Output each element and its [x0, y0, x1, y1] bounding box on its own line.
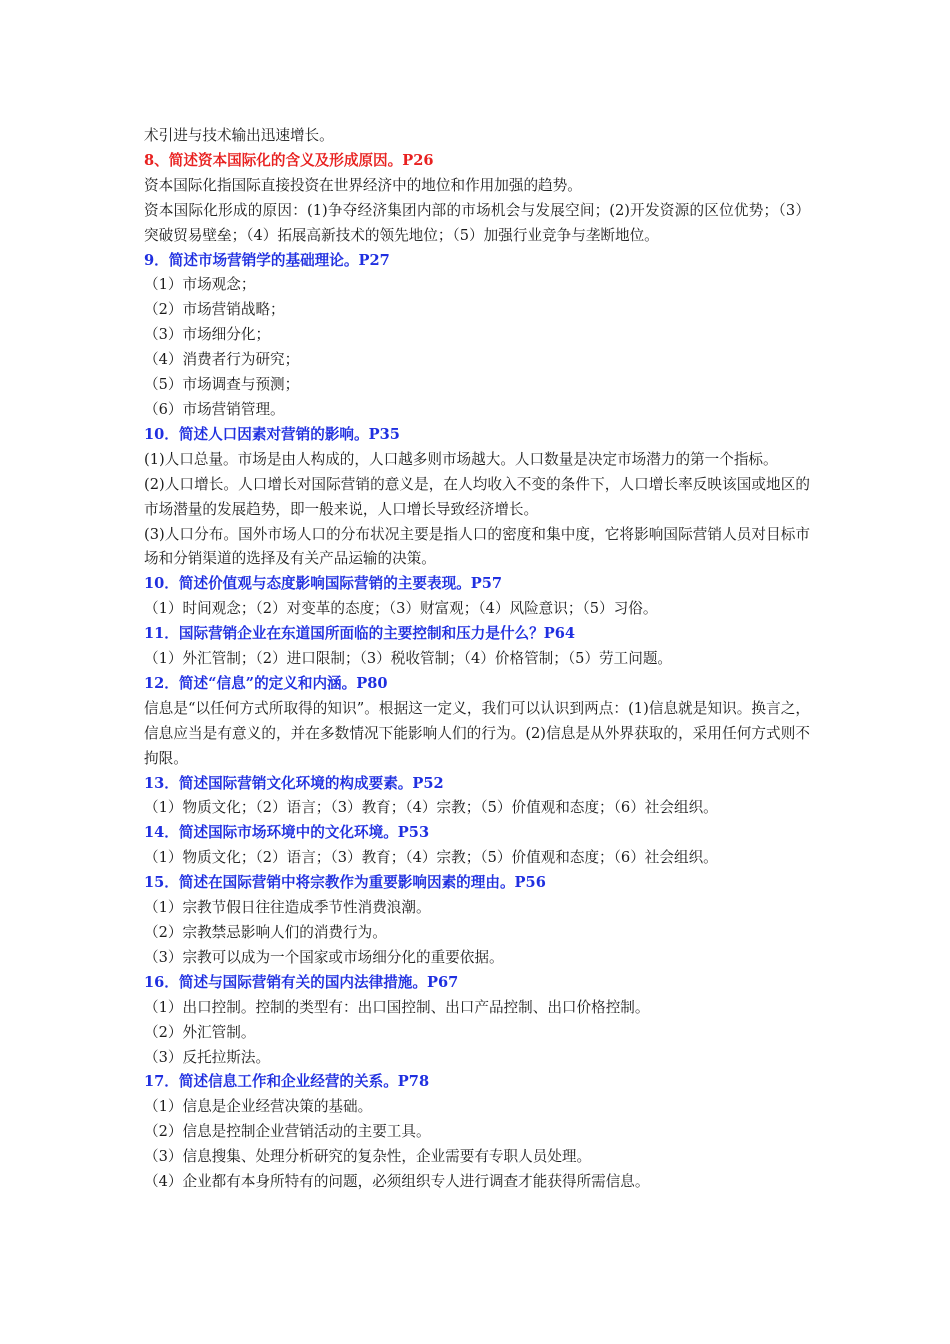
question-heading: 8、简述资本国际化的含义及形成原因。P26 [144, 151, 434, 169]
answer-line: （6）市场营销管理。 [144, 400, 285, 418]
answer-line: （1）物质文化；（2）语言；（3）教育；（4）宗教；（5）价值观和态度；（6）社会组织。 [144, 799, 718, 817]
answer-line: （3）宗教可以成为一个国家或市场细分化的重要依据。 [144, 948, 504, 966]
question-heading: 15．简述在国际营销中将宗教作为重要影响因素的理由。P56 [144, 874, 546, 892]
answer-line: （2）外汇管制。 [144, 1023, 256, 1041]
answer-line: 资本国际化指国际直接投资在世界经济中的地位和作用加强的趋势。 [144, 176, 582, 194]
answer-paragraph: (3)人口分布。国外市场人口的分布状况主要是指人口的密度和集中度，它将影响国际营销人员对目标市场和分销渠道的选择及有关产品运输的决策。 [144, 525, 810, 568]
answer-line: （1）信息是企业经营决策的基础。 [144, 1098, 373, 1116]
answer-line: （1）物质文化；（2）语言；（3）教育；（4）宗教；（5）价值观和态度；（6）社会组织。 [144, 849, 718, 867]
question-heading: 12．简述“信息”的定义和内涵。P80 [144, 674, 388, 692]
question-heading: 11．国际营销企业在东道国所面临的主要控制和压力是什么？P64 [144, 625, 576, 643]
question-heading: 17．简述信息工作和企业经营的关系。P78 [144, 1073, 430, 1091]
answer-line: （3）反托拉斯法。 [144, 1048, 271, 1066]
answer-line: （1）宗教节假日往往造成季节性消费浪潮。 [144, 899, 431, 917]
answer-line: （1）时间观念；（2）对变革的态度；（3）财富观；（4）风险意识；（5）习俗。 [144, 600, 658, 618]
answer-line: （2）市场营销战略； [144, 301, 285, 319]
document-page [144, 124, 810, 1195]
answer-line: （2）宗教禁忌影响人们的消费行为。 [144, 924, 387, 941]
answer-paragraph: (2)人口增长。人口增长对国际营销的意义是，在人均收入不变的条件下，人口增长率反映该国或地区的市场潜量的发展趋势，即一般来说，人口增长导致经济增长。 [144, 475, 810, 518]
answer-paragraph: 信息是“以任何方式所取得的知识”。根据这一定义，我们可以认识到两点：(1)信息就是知识。换言之，信息应当是有意义的，并在多数情况下能影响人们的行为。(2)信息是从外界获取的，采用任何方式则不拘限。 [144, 699, 810, 767]
question-heading: 10．简述价值观与态度影响国际营销的主要表现。P57 [144, 575, 503, 593]
question-heading: 16．简述与国际营销有关的国内法律措施。P67 [144, 973, 459, 991]
answer-line: （1）市场观念； [144, 276, 256, 294]
question-heading: 9．简述市场营销学的基础理论。P27 [144, 251, 390, 269]
question-heading: 13．简述国际营销文化环境的构成要素。P52 [144, 774, 444, 792]
answer-paragraph: (1)人口总量。市场是由人构成的，人口越多则市场越大。人口数量是决定市场潜力的第一个指标。 [144, 450, 778, 468]
answer-line: 术引进与技术输出迅速增长。 [144, 127, 334, 144]
answer-paragraph: 资本国际化形成的原因：(1)争夺经济集团内部的市场机会与发展空间；(2)开发资源的区位优势；（3）突破贸易壁垒；（4）拓展高新技术的领先地位；（5）加强行业竞争与垄断地位。 [144, 201, 810, 244]
answer-line: （1）出口控制。控制的类型有：出口国控制、出口产品控制、出口价格控制。 [144, 998, 650, 1016]
answer-line: （1）外汇管制；（2）进口限制；（3）税收管制；（4）价格管制；（5）劳工问题。 [144, 650, 673, 668]
answer-line: （2）信息是控制企业营销活动的主要工具。 [144, 1123, 431, 1141]
question-heading: 10．简述人口因素对营销的影响。P35 [144, 425, 400, 443]
answer-line: （4）消费者行为研究； [144, 351, 300, 369]
answer-line: （4）企业都有本身所特有的问题，必须组织专人进行调查才能获得所需信息。 [144, 1173, 650, 1191]
answer-line: （3）信息搜集、处理分析研究的复杂性，企业需要有专职人员处理。 [144, 1148, 592, 1166]
answer-line: （3）市场细分化； [144, 326, 271, 344]
answer-line: （5）市场调查与预测； [144, 376, 300, 394]
question-heading: 14．简述国际市场环境中的文化环境。P53 [144, 824, 430, 842]
